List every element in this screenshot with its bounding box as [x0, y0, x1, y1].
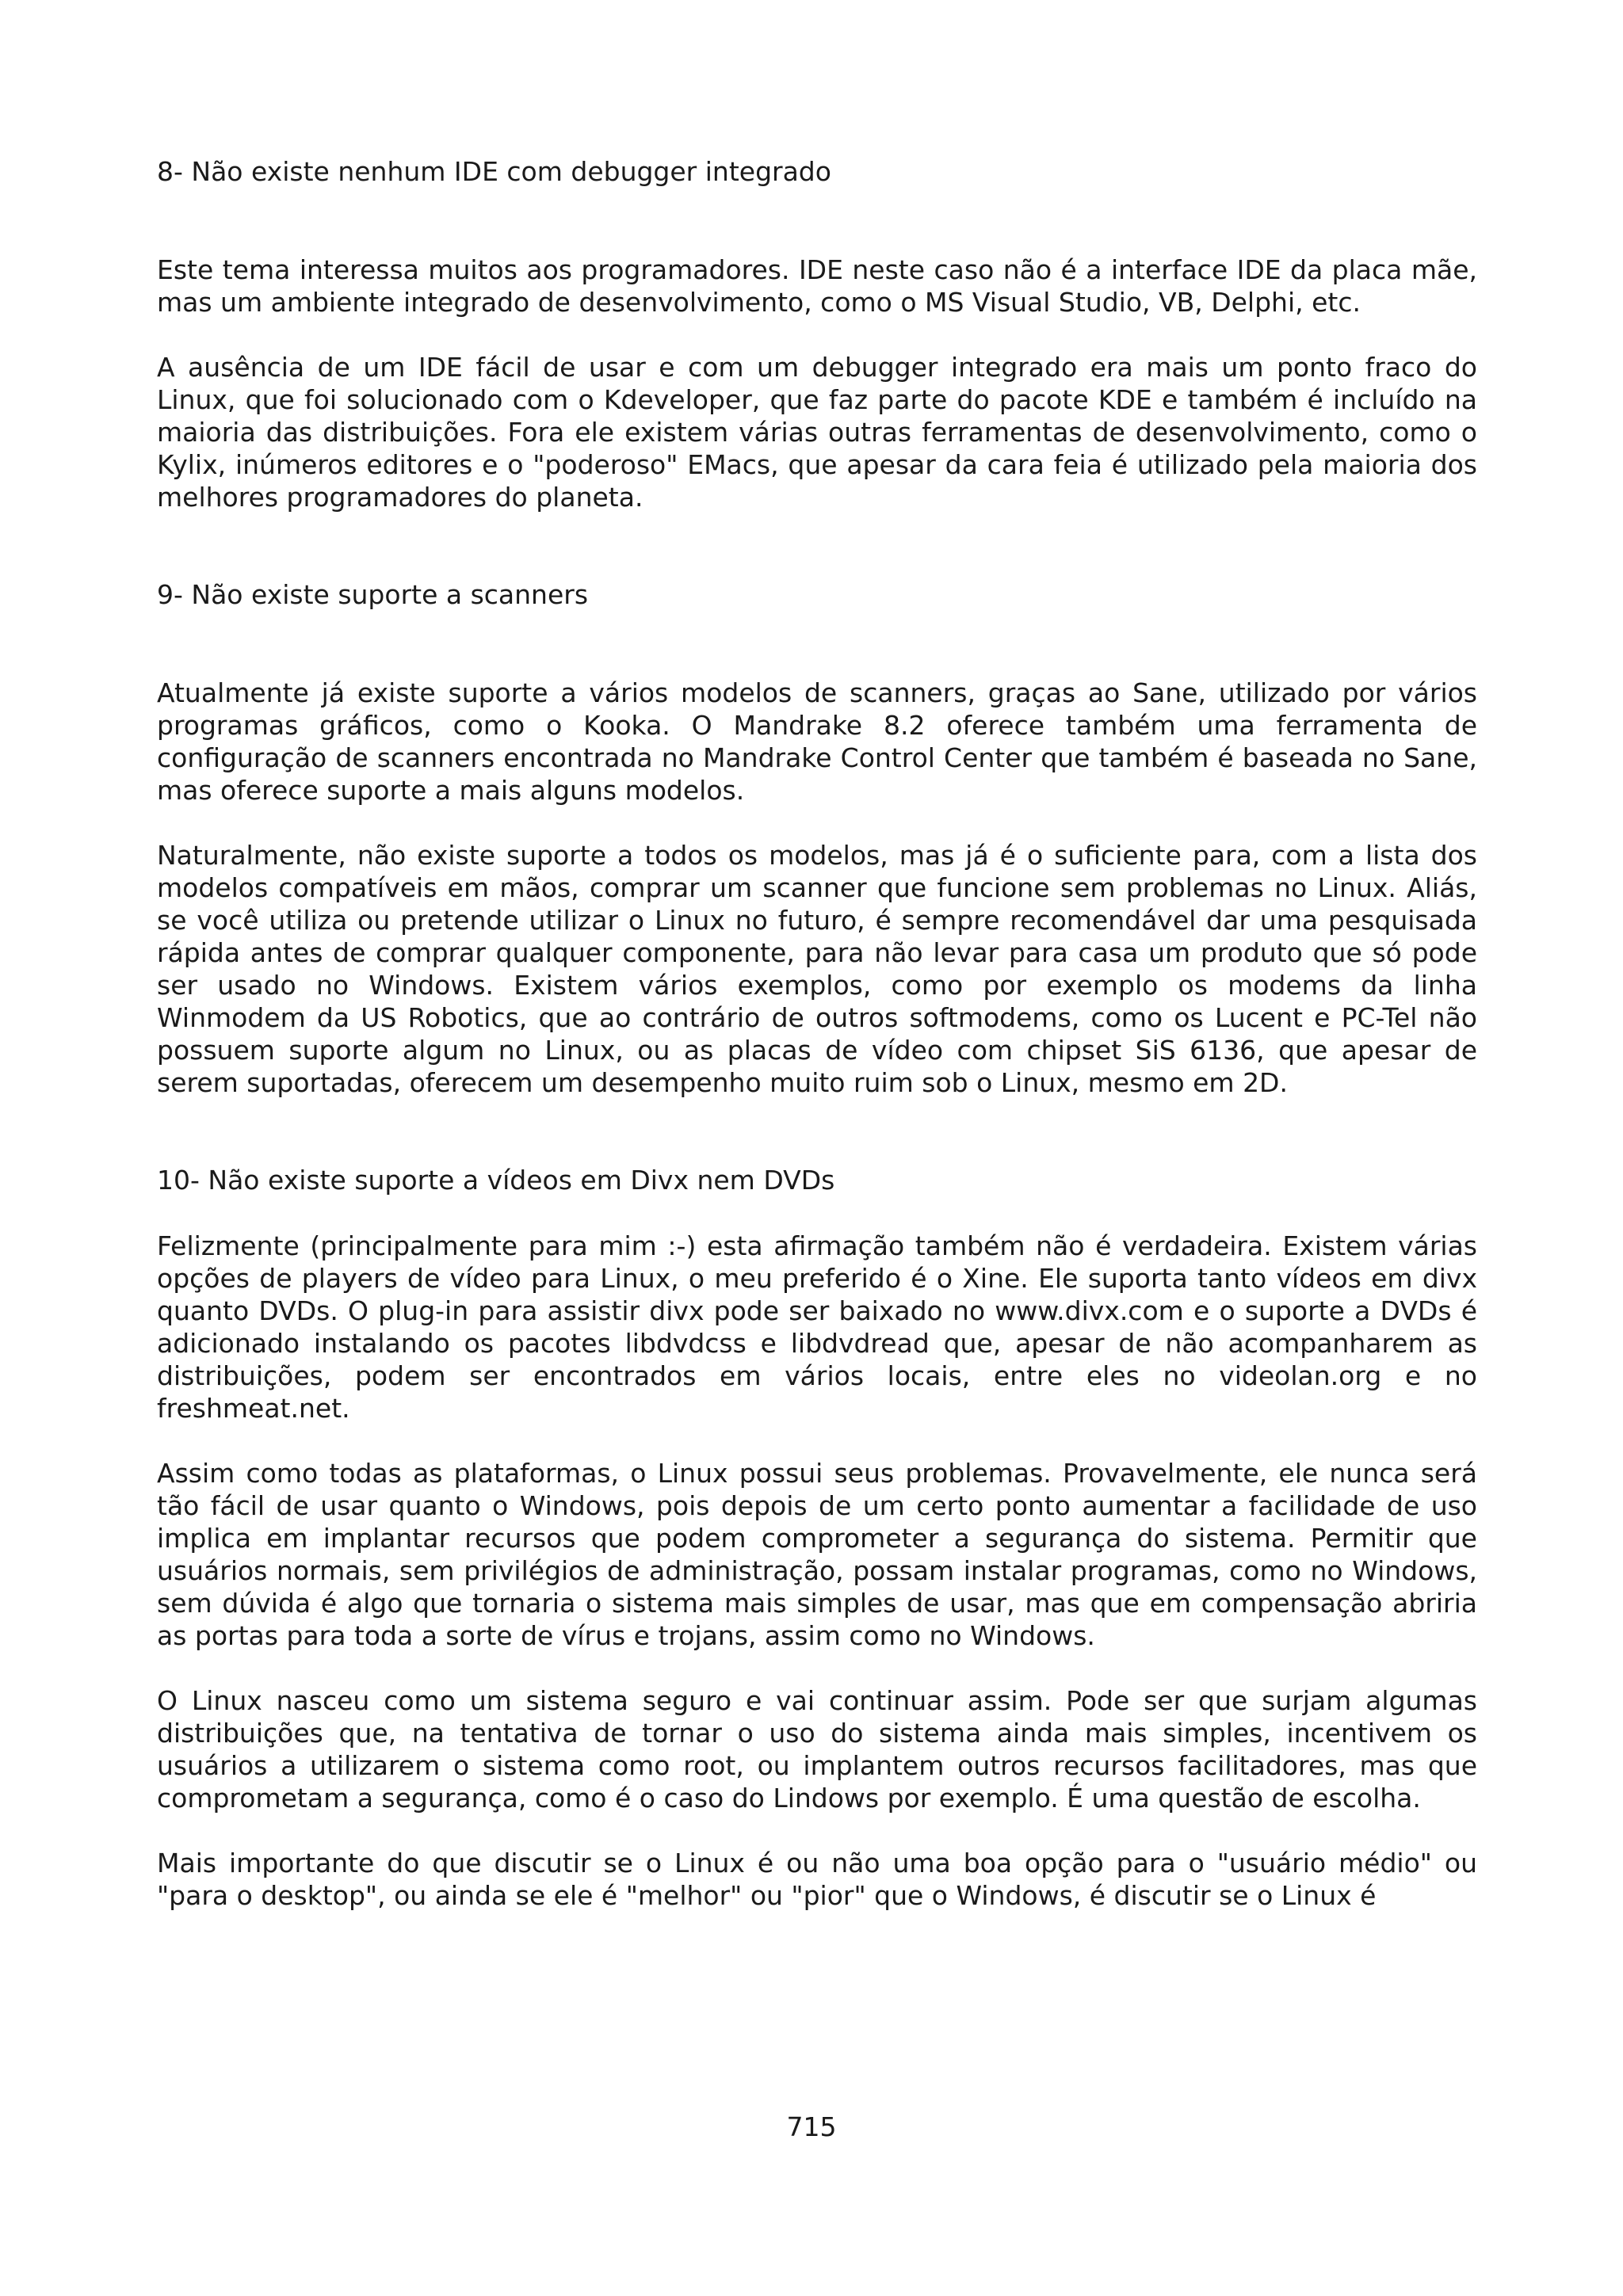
- paragraph: O Linux nasceu como um sistema seguro e vai continuar assim. Pode ser que surjam algumas distribuições que, na tentativa de tornar o uso do sistema ainda mais simples, incentivem os usuários a utilizarem o sistema como root, ou implantem outros recursos facilitadores, mas que comprometam a segurança, como é o caso do Lindows por exemplo. É uma questão de escolha.: [157, 1685, 1477, 1814]
- paragraph: Felizmente (principalmente para mim :-) esta afirmação também não é verdadeira. Existem várias opções de players de vídeo para Linux, o meu preferido é o Xine. Ele suporta tanto vídeos em divx quanto DVDs. O plug-in para assistir divx pode ser baixado no www.divx.com e o suporte a DVDs é adicionado instalando os pacotes libdvdcss e libdvdread que, apesar de não acompanharem as distribuições, podem ser encontrados em vários locais, entre eles no videolan.org e no freshmeat.net.: [157, 1230, 1477, 1424]
- page-number: 715: [786, 2111, 837, 2142]
- paragraph: Mais importante do que discutir se o Linux é ou não uma boa opção para o "usuário médio" ou "para o desktop", ou ainda se ele é "melhor" ou "pior" que o Windows, é discutir se o Linux é: [157, 1848, 1477, 1911]
- section-heading-9: 9- Não existe suporte a scanners: [157, 579, 589, 610]
- section-heading-8: 8- Não existe nenhum IDE com debugger integrado: [157, 156, 831, 187]
- paragraph: Atualmente já existe suporte a vários modelos de scanners, graças ao Sane, utilizado por vários programas gráficos, como o Kooka. O Mandrake 8.2 oferece também uma ferramenta de configuração de scanners encontrada no Mandrake Control Center que também é baseada no Sane, mas oferece suporte a mais alguns modelos.: [157, 677, 1477, 806]
- paragraph: Este tema interessa muitos aos programadores. IDE neste caso não é a interface IDE da placa mãe, mas um ambiente integrado de desenvolvimento, como o MS Visual Studio, VB, Delphi, etc.: [157, 254, 1477, 318]
- section-heading-10: 10- Não existe suporte a vídeos em Divx nem DVDs: [157, 1165, 835, 1196]
- paragraph: A ausência de um IDE fácil de usar e com um debugger integrado era mais um ponto fraco do Linux, que foi solucionado com o Kdeveloper, que faz parte do pacote KDE e também é incluído na maioria das distribuições. Fora ele existem várias outras ferramentas de desenvolvimento, como o Kylix, inúmeros editores e o "poderoso" EMacs, que apesar da cara feia é utilizado pela maioria dos melhores programadores do planeta.: [157, 352, 1477, 513]
- paragraph: Naturalmente, não existe suporte a todos os modelos, mas já é o suficiente para, com a lista dos modelos compatíveis em mãos, comprar um scanner que funcione sem problemas no Linux. Aliás, se você utiliza ou pretende utilizar o Linux no futuro, é sempre recomendável dar uma pesquisada rápida antes de comprar qualquer componente, para não levar para casa um produto que só pode ser usado no Windows. Existem vários exemplos, como por exemplo os modems da linha Winmodem da US Robotics, que ao contrário de outros softmodems, como os Lucent e PC-Tel não possuem suporte algum no Linux, ou as placas de vídeo com chipset SiS 6136, que apesar de serem suportadas, oferecem um desempenho muito ruim sob o Linux, mesmo em 2D.: [157, 840, 1477, 1098]
- document-page: [157, 155, 1477, 1912]
- paragraph: Assim como todas as plataformas, o Linux possui seus problemas. Provavelmente, ele nunca será tão fácil de usar quanto o Windows, pois depois de um certo ponto aumentar a facilidade de uso implica em implantar recursos que podem comprometer a segurança do sistema. Permitir que usuários normais, sem privilégios de administração, possam instalar programas, como no Windows, sem dúvida é algo que tornaria o sistema mais simples de usar, mas que em compensação abriria as portas para toda a sorte de vírus e trojans, assim como no Windows.: [157, 1458, 1477, 1651]
